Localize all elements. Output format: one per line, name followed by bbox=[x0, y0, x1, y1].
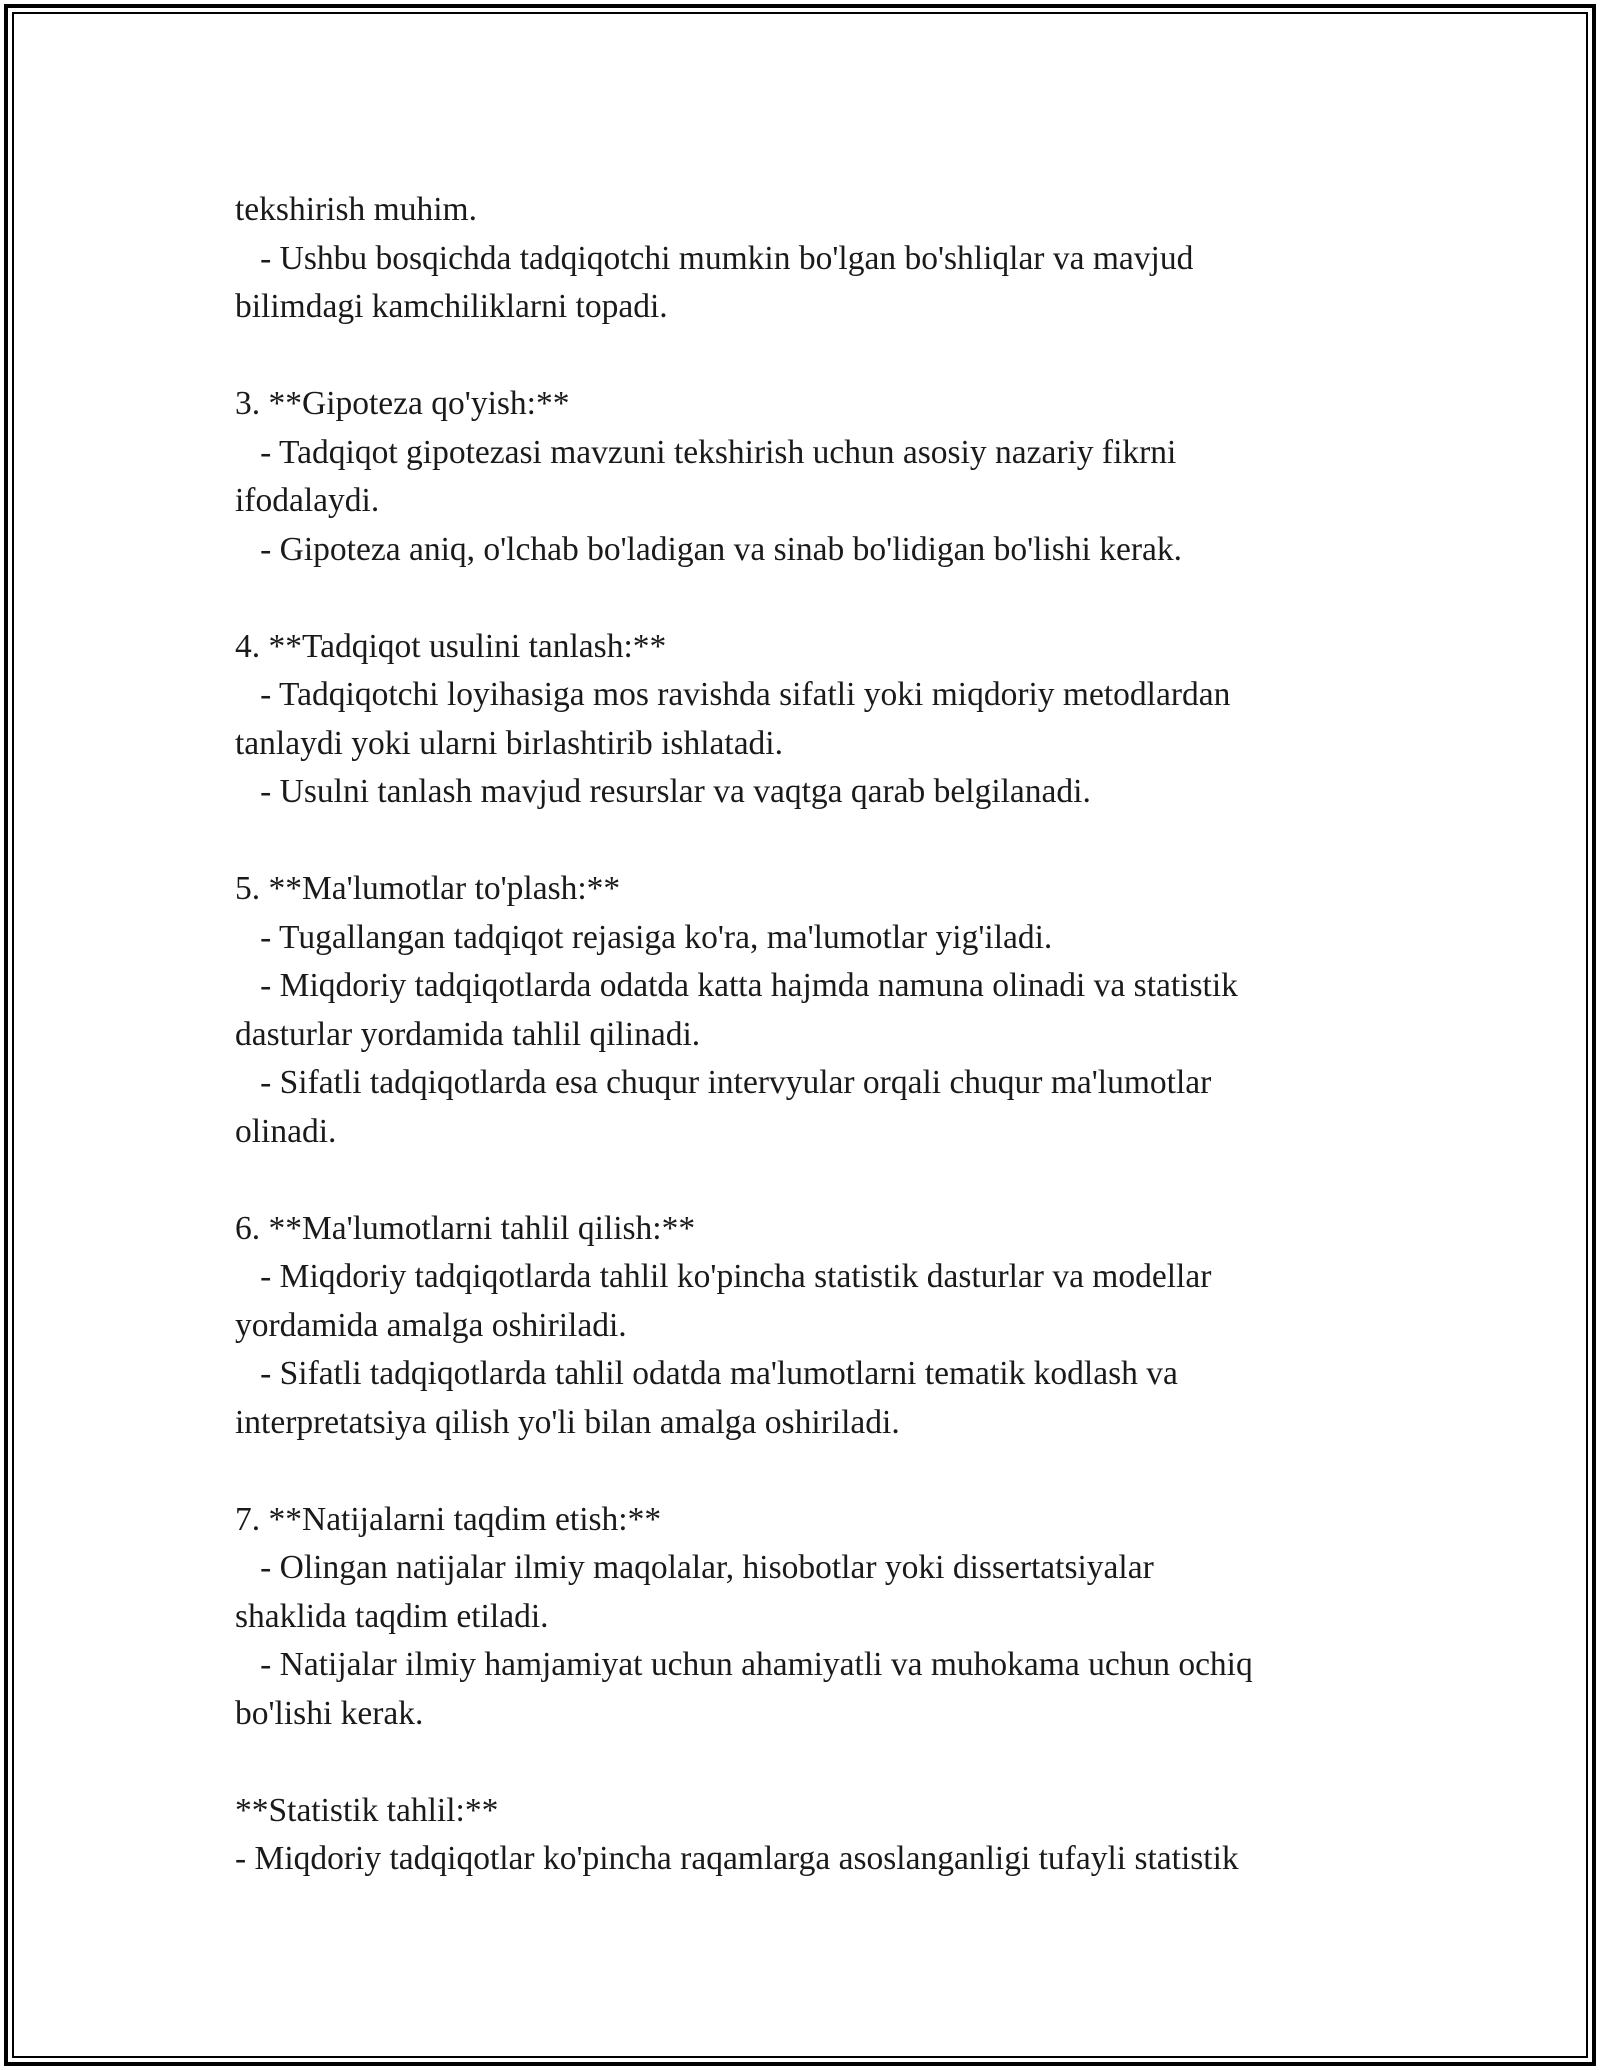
text-line: 4. **Tadqiqot usulini tanlash:** bbox=[235, 627, 667, 665]
text-line: tanlaydi yoki ularni birlashtirib ishlatadi. bbox=[235, 724, 783, 762]
text-line: 3. **Gipoteza qo'yish:** bbox=[235, 385, 570, 422]
text-line: 7. **Natijalarni taqdim etish:** bbox=[235, 1500, 662, 1538]
text-line: - Ushbu bosqichda tadqiqotchi mumkin bo'lgan bo'shliqlar va mavjud bbox=[235, 239, 1194, 277]
text-line: 6. **Ma'lumotlarni tahlil qilish:** bbox=[235, 1209, 696, 1247]
text-line: tekshirish muhim. bbox=[235, 191, 477, 228]
text-line: - Sifatli tadqiqotlarda esa chuqur intervyular orqali chuqur ma'lumotlar bbox=[235, 1064, 1212, 1101]
text-line: yordamida amalga oshiriladi. bbox=[235, 1306, 627, 1344]
document-body bbox=[235, 186, 1375, 1884]
blank-line bbox=[235, 1156, 1375, 1205]
text-line: - Olingan natijalar ilmiy maqolalar, hisobotlar yoki dissertatsiyalar bbox=[235, 1549, 1154, 1586]
text-line: - Miqdoriy tadqiqotlarda tahlil ko'pincha statistik dasturlar va modellar bbox=[235, 1258, 1212, 1295]
text-line: - Tugallangan tadqiqot rejasiga ko'ra, ma'lumotlar yig'iladi. bbox=[235, 918, 1053, 956]
text-line: dasturlar yordamida tahlil qilinadi. bbox=[235, 1015, 701, 1053]
text-line: - Tadqiqot gipotezasi mavzuni tekshirish uchun asosiy nazariy fikrni bbox=[235, 433, 1177, 471]
text-line: bilimdagi kamchiliklarni topadi. bbox=[235, 288, 668, 325]
blank-line bbox=[235, 332, 1375, 381]
blank-line bbox=[235, 1738, 1375, 1787]
blank-line bbox=[235, 1447, 1375, 1496]
text-line: 5. **Ma'lumotlar to'plash:** bbox=[235, 870, 621, 907]
text-line: - Natijalar ilmiy hamjamiyat uchun ahamiyatli va muhokama uchun ochiq bbox=[235, 1646, 1253, 1683]
blank-line bbox=[235, 817, 1375, 866]
text-line: olinadi. bbox=[235, 1112, 337, 1150]
text-line: - Sifatli tadqiqotlarda tahlil odatda ma'lumotlarni tematik kodlash va bbox=[235, 1355, 1178, 1392]
text-line: bo'lishi kerak. bbox=[235, 1694, 424, 1732]
text-line: - Usulni tanlash mavjud resurslar va vaqtga qarab belgilanadi. bbox=[235, 773, 1091, 810]
blank-line bbox=[235, 574, 1375, 623]
text-line: ifodalaydi. bbox=[235, 482, 380, 519]
text-line: **Statistik tahlil:** bbox=[235, 1791, 499, 1829]
text-line: - Miqdoriy tadqiqotlarda odatda katta hajmda namuna olinadi va statistik bbox=[235, 967, 1238, 1004]
text-line: - Miqdoriy tadqiqotlar ko'pincha raqamlarga asoslanganligi tufayli statistik bbox=[235, 1840, 1239, 1877]
text-line: shaklida taqdim etiladi. bbox=[235, 1597, 549, 1635]
text-line: interpretatsiya qilish yo'li bilan amalga oshiriladi. bbox=[235, 1403, 900, 1441]
text-line: - Tadqiqotchi loyihasiga mos ravishda sifatli yoki miqdoriy metodlardan bbox=[235, 676, 1231, 713]
text-line: - Gipoteza aniq, o'lchab bo'ladigan va sinab bo'lidigan bo'lishi kerak. bbox=[235, 530, 1183, 568]
